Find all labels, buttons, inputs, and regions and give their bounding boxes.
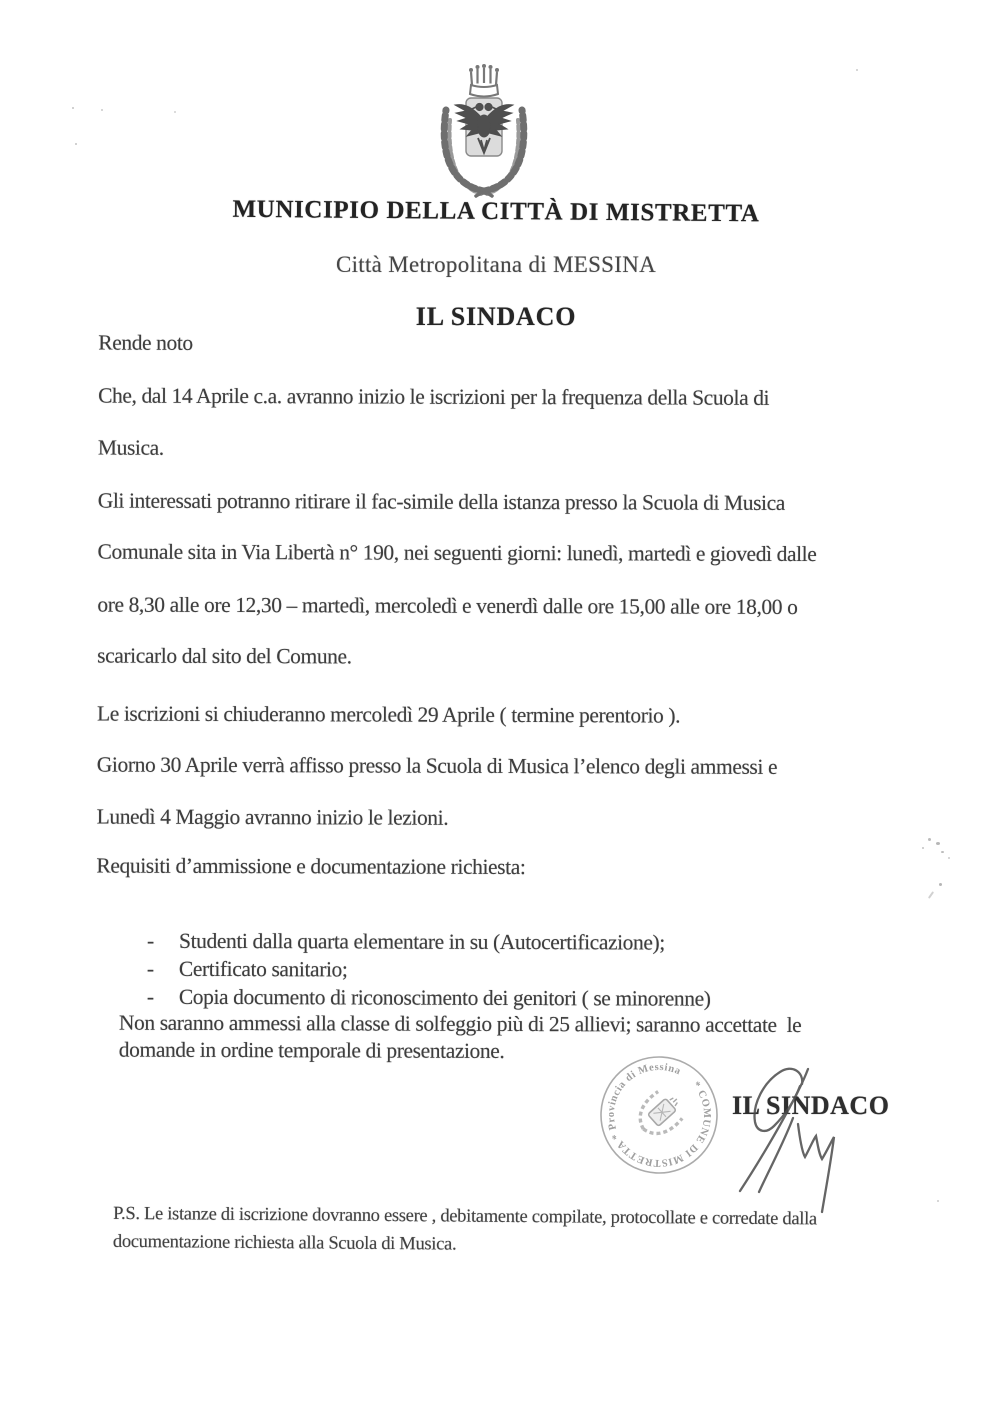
stamp-ring-text: * COMUNE DI MISTRETTA * Provincia di Messina [605,1061,713,1169]
page-title: MUNICIPIO DELLA CITTÀ DI MISTRETTA [232,195,760,228]
paragraph-line: Che, dal 14 Aprile c.a. avranno inizio le iscrizioni per la frequenza della Scuola di [98,383,770,410]
requirements-heading: Requisiti d’ammissione e documentazione richiesta: [96,853,526,880]
paragraph-line: ore 8,30 alle ore 12,30 – martedì, mercoledì e venerdì dalle ore 15,00 alle ore 18,00 o [97,592,798,619]
paragraph-line: Giorno 30 Aprile verrà affisso presso la Scuola di Musica l’elenco degli ammessi e [96,752,778,779]
municipal-stamp-icon [586,1040,732,1190]
scan-speck [174,111,176,113]
note-line: Non saranno ammessi alla classe di solfeggio più di 25 allievi; saranno accettate le [118,1010,802,1037]
scan-speck [936,842,940,845]
scan-speck [856,69,858,71]
coat-of-arms-icon [426,58,546,206]
scan-speck [941,851,944,853]
paragraph-line: Le iscrizioni si chiuderanno mercoledì 29 Aprile ( termine perentorio ). [96,701,681,728]
document-body [96,331,939,1094]
paragraph-line: Gli interessati potranno ritirare il fac-simile della istanza presso la Scuola di Musica [97,488,785,515]
paragraph-line: Musica. [97,435,164,460]
postscript-line: P.S. Le istanze di iscrizione dovranno essere , debitamente compilate, protocollate e corredate dalla [113,1203,817,1230]
scan-speck [75,143,77,145]
stamp-emblem-icon [631,1085,689,1143]
postscript-line: documentazione richiesta alla Scuola di Musica. [112,1231,457,1255]
note-line: domande in ordine temporale di presentazione. [118,1037,505,1063]
scan-speck [922,847,924,849]
signature-title: IL SINDACO [732,1091,890,1120]
crown-icon [469,64,499,97]
intro-line: Rende noto [98,330,193,355]
scan-speck [928,838,931,841]
bullet-dash: - [146,956,154,981]
handwritten-signature-icon [718,1056,853,1216]
scan-speck [937,1200,939,1202]
list-item-text: Copia documento di riconoscimento dei genitori ( se minorenne) [178,984,711,1011]
scan-speck [101,109,103,111]
bullet-dash: - [146,984,154,1009]
bullet-dash: - [147,928,154,953]
list-item-text: Studenti dalla quarta elementare in su (Autocertificazione); [179,928,665,955]
list-item-text: Certificato sanitario; [178,956,348,982]
paragraph-line: Lunedì 4 Maggio avranno inizio le lezioni. [96,804,449,830]
scan-speck [939,883,942,886]
mayor-heading: IL SINDACO [415,302,577,331]
scan-speck [948,857,950,859]
page-subtitle: Città Metropolitana di MESSINA [335,252,657,277]
paragraph-line: Comunale sita in Via Libertà n° 190, nei seguenti giorni: lunedì, martedì e giovedì dalle [97,539,817,567]
paragraph-line: scaricarlo dal sito del Comune. [97,643,352,669]
scan-speck [72,107,74,109]
